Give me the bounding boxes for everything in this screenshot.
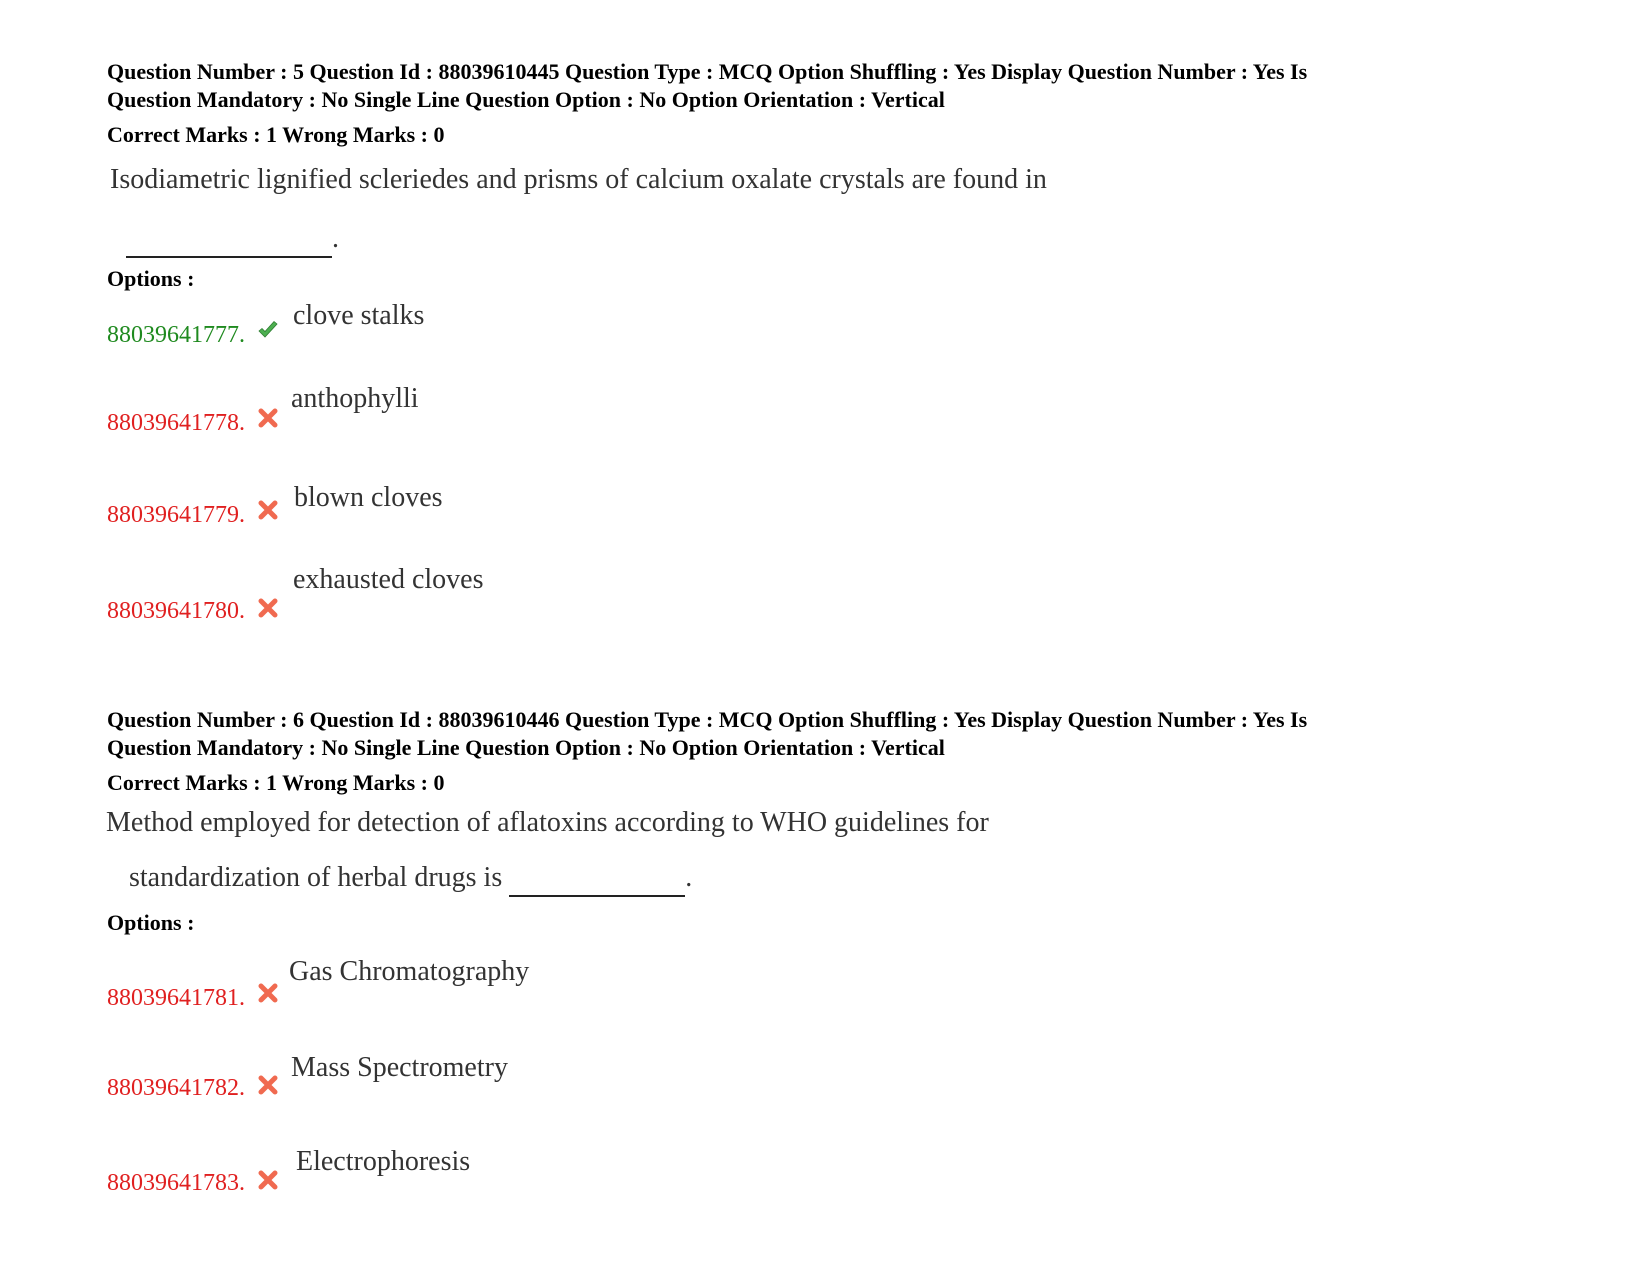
option-id: 88039641780. xyxy=(107,598,245,624)
cross-icon xyxy=(256,1168,280,1192)
answer-blank xyxy=(126,222,332,258)
question-meta-line1: Question Number : 5 Question Id : 88039610445 Question Type : MCQ Option Shuffling : Yes Display Question Number : Yes Is xyxy=(107,59,1308,84)
question-text-line1: Method employed for detection of aflatoxins according to WHO guidelines for xyxy=(106,807,989,838)
cross-icon xyxy=(256,596,280,620)
option-id: 88039641782. xyxy=(107,1075,245,1101)
option-text: clove stalks xyxy=(293,300,425,331)
question-text-line1: Isodiametric lignified scleriedes and prisms of calcium oxalate crystals are found in xyxy=(110,164,1047,195)
question-marks: Correct Marks : 1 Wrong Marks : 0 xyxy=(107,770,445,795)
question-text-body: standardization of herbal drugs is xyxy=(129,862,503,893)
check-icon xyxy=(256,318,280,342)
question-text-suffix: . xyxy=(685,862,693,893)
option-text: anthophylli xyxy=(291,383,419,414)
option-id: 88039641783. xyxy=(107,1170,245,1196)
question-marks: Correct Marks : 1 Wrong Marks : 0 xyxy=(107,122,445,147)
question-meta-line2: Question Mandatory : No Single Line Question Option : No Option Orientation : Vertical xyxy=(107,735,945,760)
option-id: 88039641777. xyxy=(107,322,245,348)
option-text: Electrophoresis xyxy=(296,1146,471,1177)
option-id: 88039641781. xyxy=(107,985,245,1011)
question-text-line2 xyxy=(129,861,692,897)
question-text-suffix: . xyxy=(332,223,339,254)
option-text: Gas Chromatography xyxy=(289,956,530,987)
option-text: Mass Spectrometry xyxy=(291,1052,508,1083)
option-id: 88039641779. xyxy=(107,502,245,528)
question-meta-line2: Question Mandatory : No Single Line Question Option : No Option Orientation : Vertical xyxy=(107,87,945,112)
option-text: exhausted cloves xyxy=(293,564,484,595)
cross-icon xyxy=(256,498,280,522)
option-id: 88039641778. xyxy=(107,410,245,436)
cross-icon xyxy=(256,406,280,430)
question-meta-line1: Question Number : 6 Question Id : 88039610446 Question Type : MCQ Option Shuffling : Yes Display Question Number : Yes Is xyxy=(107,707,1308,732)
cross-icon xyxy=(256,981,280,1005)
options-label: Options : xyxy=(107,266,195,291)
option-text: blown cloves xyxy=(294,482,443,513)
answer-blank xyxy=(509,861,685,897)
cross-icon xyxy=(256,1073,280,1097)
options-label: Options : xyxy=(107,910,195,935)
question-text-line2 xyxy=(126,222,339,258)
